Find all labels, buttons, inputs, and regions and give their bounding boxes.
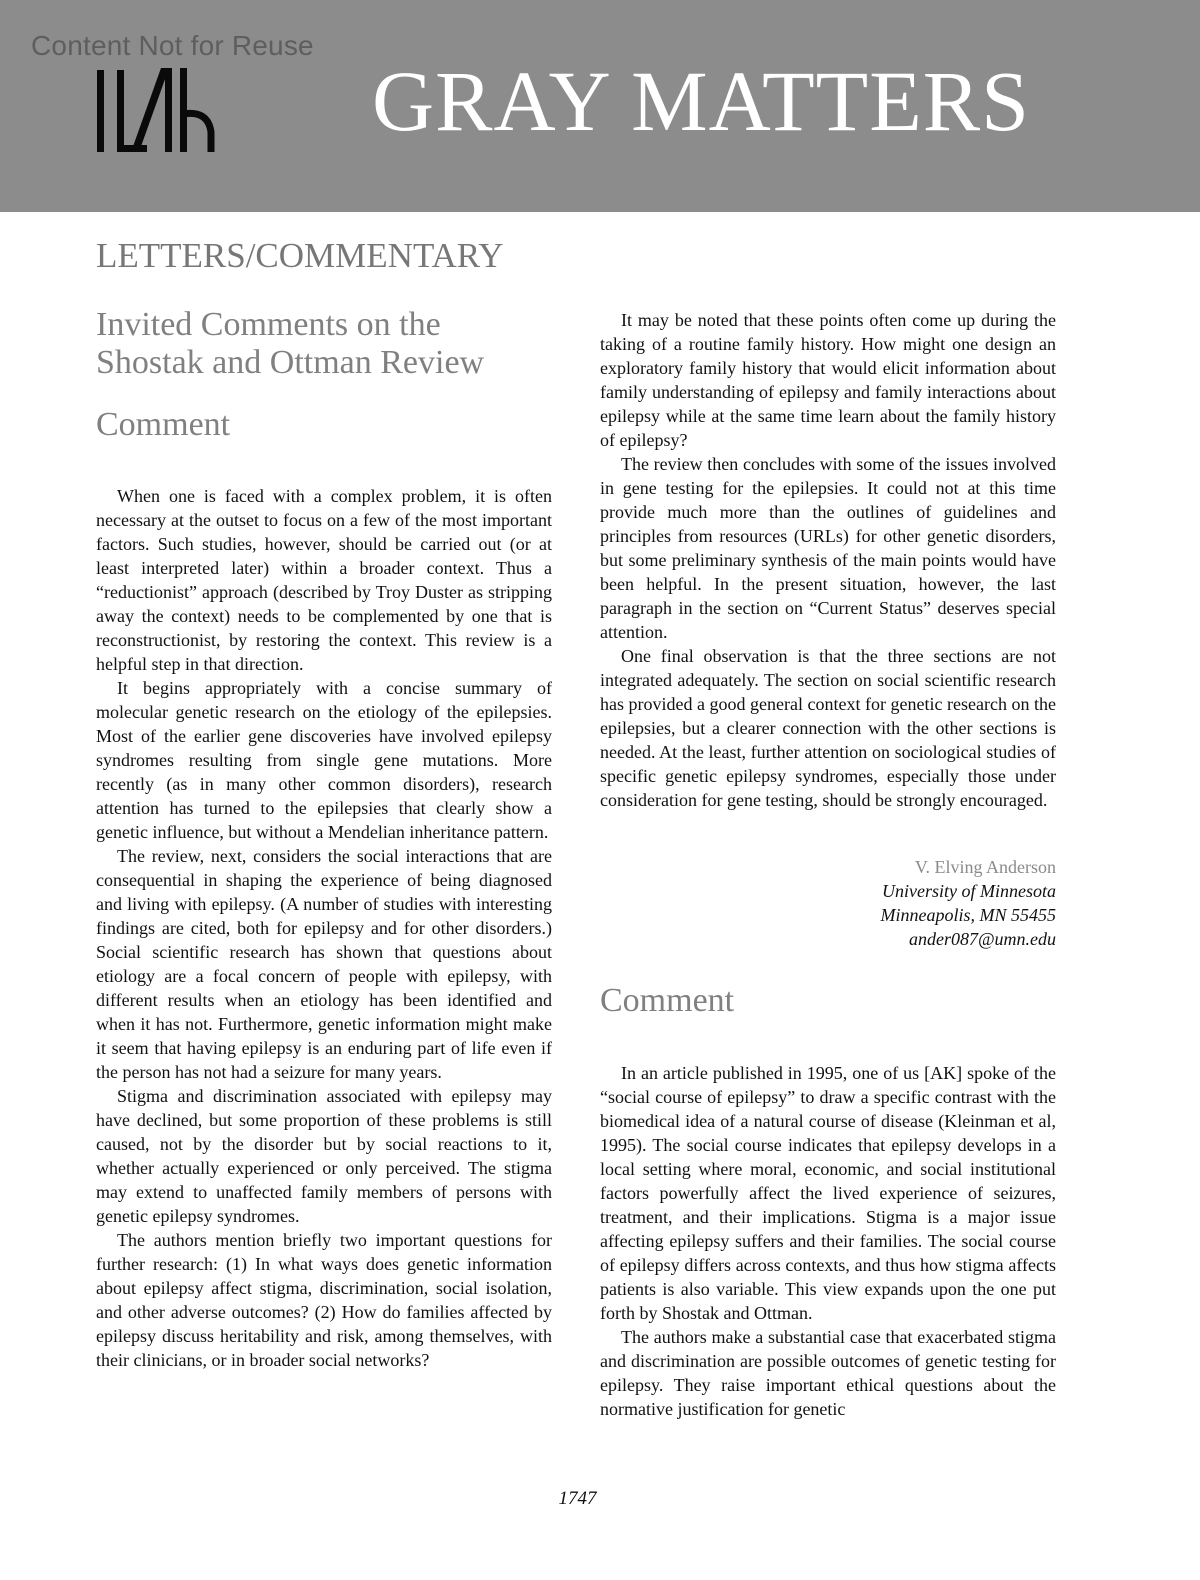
body-paragraph: The authors make a substantial case that exacerbated stigma and discrimination are possible outcomes of genetic testing for epilepsy. They raise important ethical questions about the normative justification for genetic (600, 1327, 1056, 1419)
body-paragraph: The review then concludes with some of the issues involved in gene testing for the epilepsies. It could not at this time provide much more than the outlines of guidelines and principles from resources (URLs) for other genetic disorders, but some preliminary synthesis of the main points would have been helpful. In the present situation, however, the last paragraph in the section on “Current Status” deserves special attention. (600, 454, 1056, 642)
comment2-column (600, 1061, 1056, 1421)
body-paragraph: It may be noted that these points often come up during the taking of a routine family history. How might one design an exploratory family history that would elicit information about family understanding of epilepsy and family interactions about epilepsy while at the same time learn about the family history of epilepsy? (600, 310, 1056, 450)
author-affiliation: University of Minnesota (882, 881, 1056, 901)
comment1-right-column (600, 308, 1056, 812)
article-title (96, 306, 566, 382)
author-email: ander087@umn.edu (908, 929, 1056, 949)
article-title-line: Shostak and Ottman Review (96, 344, 485, 381)
section-label: LETTERS/COMMENTARY (96, 236, 504, 275)
journal-title: GRAY MATTERS (372, 53, 1030, 149)
journal-logo-icon (95, 62, 220, 154)
comment-heading: Comment (600, 982, 735, 1019)
body-paragraph: When one is faced with a complex problem, it is often necessary at the outset to focus on a few of the most important factors. Such studies, however, should be carried out (or at least interpreted later) within a broader context. Thus a “reductionist” approach (described by Troy Duster as stripping away the context) needs to be complemented by one that is reconstructionist, by restoring the context. This review is a helpful step in that direction. (96, 486, 552, 674)
author-name: V. Elving Anderson (914, 857, 1056, 877)
body-paragraph: The review, next, considers the social interactions that are consequential in shaping the experience of being diagnosed and living with epilepsy. (A number of studies with interesting findings are cited, both for epilepsy and for other disorders.) Social scientific research has shown that questions about etiology are a focal concern of people with epilepsy, with different results when an etiology has been identified and when it has not. Furthermore, genetic information might make it seem that having epilepsy is an enduring part of life even if the person has not had a seizure for many years. (96, 846, 552, 1082)
author-signature (881, 855, 1057, 951)
author-location: Minneapolis, MN 55455 (880, 905, 1056, 925)
body-paragraph: The authors mention briefly two important questions for further research: (1) In what ways does genetic information about epilepsy affect stigma, discrimination, social isolation, and other adverse outcomes? (2) How do families affected by epilepsy discuss heritability and risk, among themselves, with their clinicians, or in broader social networks? (96, 1230, 552, 1370)
body-paragraph: It begins appropriately with a concise summary of molecular genetic research on the etiology of the epilepsies. Most of the earlier gene discoveries have involved epilepsy syndromes resulting from single gene mutations. More recently (as in many other common disorders), research attention has turned to the epilepsies that clearly show a genetic influence, but without a Mendelian inheritance pattern. (96, 678, 552, 842)
article-title-line: Invited Comments on the (96, 306, 441, 343)
watermark-text: Content Not for Reuse (31, 30, 314, 61)
body-paragraph: Stigma and discrimination associated with epilepsy may have declined, but some proportion of these problems is still caused, not by the disorder but by social reactions to it, whether actually experienced or only perceived. The stigma may extend to unaffected family members of persons with genetic epilepsy syndromes. (96, 1086, 552, 1226)
comment1-left-column (96, 484, 552, 1372)
page-number: 1747 (558, 1488, 597, 1509)
journal-banner (0, 0, 1200, 212)
body-paragraph: One final observation is that the three sections are not integrated adequately. The section on social scientific research has provided a good general context for genetic research on the epilepsies, but a clearer connection with the other sections is needed. At the least, further attention on sociological studies of specific genetic epilepsy syndromes, especially those under consideration for gene testing, should be strongly encouraged. (600, 646, 1056, 810)
comment-heading: Comment (96, 406, 231, 443)
body-paragraph: In an article published in 1995, one of us [AK] spoke of the “social course of epilepsy” to draw a specific contrast with the biomedical idea of a natural course of disease (Kleinman et al, 1995). The social course indicates that epilepsy develops in a local setting where moral, economic, and social institutional factors powerfully affect the lived experience of seizures, treatment, and their implications. Stigma is a major issue affecting epilepsy suffers and their families. The social course of epilepsy differs across contexts, and thus how stigma affects patients is also variable. This view expands upon the one put forth by Shostak and Ottman. (600, 1063, 1056, 1323)
